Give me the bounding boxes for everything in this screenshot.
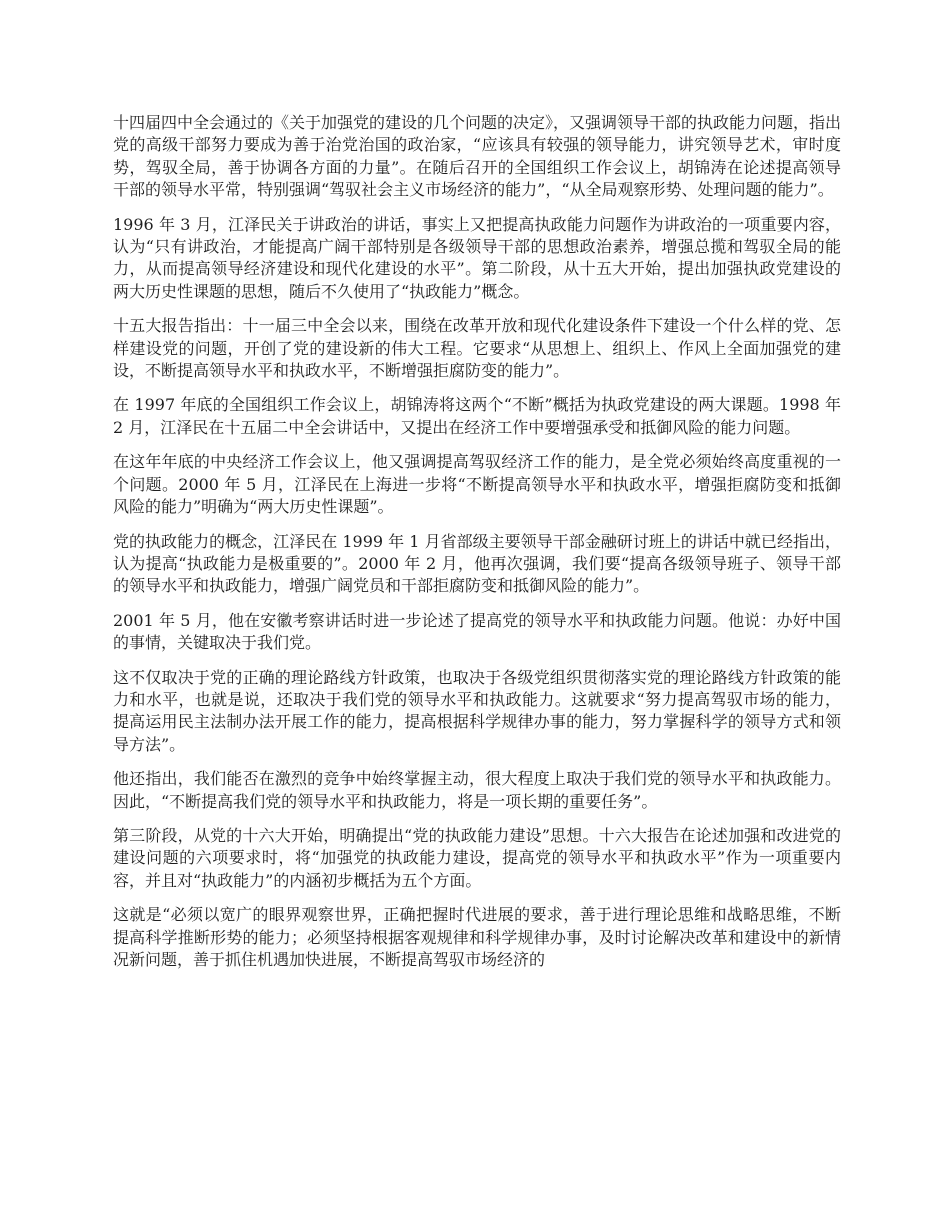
document-body: [113, 112, 841, 983]
paragraph-9: 他还指出，我们能否在激烈的竞争中始终掌握主动，很大程度上取决于我们党的领导水平和执政能力。因此，“不断提高我们党的领导水平和执政能力，将是一项长期的重要任务”。: [113, 769, 841, 811]
paragraph-1: 十四届四中全会通过的《关于加强党的建设的几个问题的决定》，又强调领导干部的执政能力问题，指出党的高级干部努力要成为善于治党治国的政治家，“应该具有较强的领导能力，讲究领导艺术，审时度势，驾驭全局，善于协调各方面的力量”。在随后召开的全国组织工作会议上，胡锦涛在论述提高领导干部的领导水平常，特别强调“驾驭社会主义市场经济的能力”，“从全局观察形势、处理问题的能力”。: [113, 113, 841, 200]
paragraph-8: 这不仅取决于党的正确的理论路线方针政策，也取决于各级党组织贯彻落实党的理论路线方针政策的能力和水平，也就是说，还取决于我们党的领导水平和执政能力。这就要求“努力提高驾驭市场的能力，提高运用民主法制办法开展工作的能力，提高根据科学规律办事的能力，努力掌握科学的领导方式和领导方法”。: [113, 667, 841, 754]
paragraph-6: 党的执政能力的概念，江泽民在 1999 年 1 月省部级主要领导干部金融研讨班上的讲话中就已经指出，认为提高“执政能力是极重要的”。2000 年 2 月，他再次强调，我们要“提高各级领导班子、领导干部的领导水平和执政能力，增强广阔党员和干部拒腐防变和抵御风险的能力”。: [113, 531, 841, 596]
paragraph-7: 2001 年 5 月，他在安徽考察讲话时进一步论述了提高党的领导水平和执政能力问题。他说：办好中国的事情，关键取决于我们党。: [113, 610, 841, 653]
paragraph-4: 在 1997 年底的全国组织工作会议上，胡锦涛将这两个“不断”概括为执政党建设的两大课题。1998 年 2 月，江泽民在十五届二中全会讲话中，又提出在经济工作中要增强承受和抵御风险的能力问题。: [113, 395, 841, 437]
paragraph-5: 在这年年底的中央经济工作会议上，他又强调提高驾驭经济工作的能力，是全党必须始终高度重视的一个问题。2000 年 5 月，江泽民在上海进一步将“不断提高领导水平和执政水平，增强拒腐防变和抵御风险的能力”明确为“两大历史性课题”。: [113, 452, 841, 517]
paragraph-3: 十五大报告指出：十一届三中全会以来，围绕在改革开放和现代化建设条件下建设一个什么样的党、怎样建设党的问题，开创了党的建设新的伟大工程。它要求“从思想上、组织上、作风上全面加强党的建设，不断提高领导水平和执政水平，不断增强拒腐防变的能力”。: [113, 316, 841, 381]
paragraph-11: 这就是“必须以宽广的眼界观察世界，正确把握时代进展的要求，善于进行理论思维和战略思维，不断提高科学推断形势的能力；必须坚持根据客观规律和科学规律办事，及时讨论解决改革和建设中的新情况新问题，善于抓住机遇加快进展，不断提高驾驭市场经济的: [113, 905, 841, 969]
paragraph-2: 1996 年 3 月，江泽民关于讲政治的讲话，事实上又把提高执政能力问题作为讲政治的一项重要内容，认为“只有讲政治，才能提高广阔干部特别是各级领导干部的思想政治素养，增强总揽和驾驭全局的能力，从而提高领导经济建设和现代化建设的水平”。第二阶段，从十五大开始，提出加强执政党建设的两大历史性课题的思想，随后不久使用了“执政能力”概念。: [113, 214, 841, 301]
paragraph-10: 第三阶段，从党的十六大开始，明确提出“党的执政能力建设”思想。十六大报告在论述加强和改进党的建设问题的六项要求时，将“加强党的执政能力建设，提高党的领导水平和执政水平”作为一项重要内容，并且对“执政能力”的内涵初步概括为五个方面。: [113, 825, 841, 890]
